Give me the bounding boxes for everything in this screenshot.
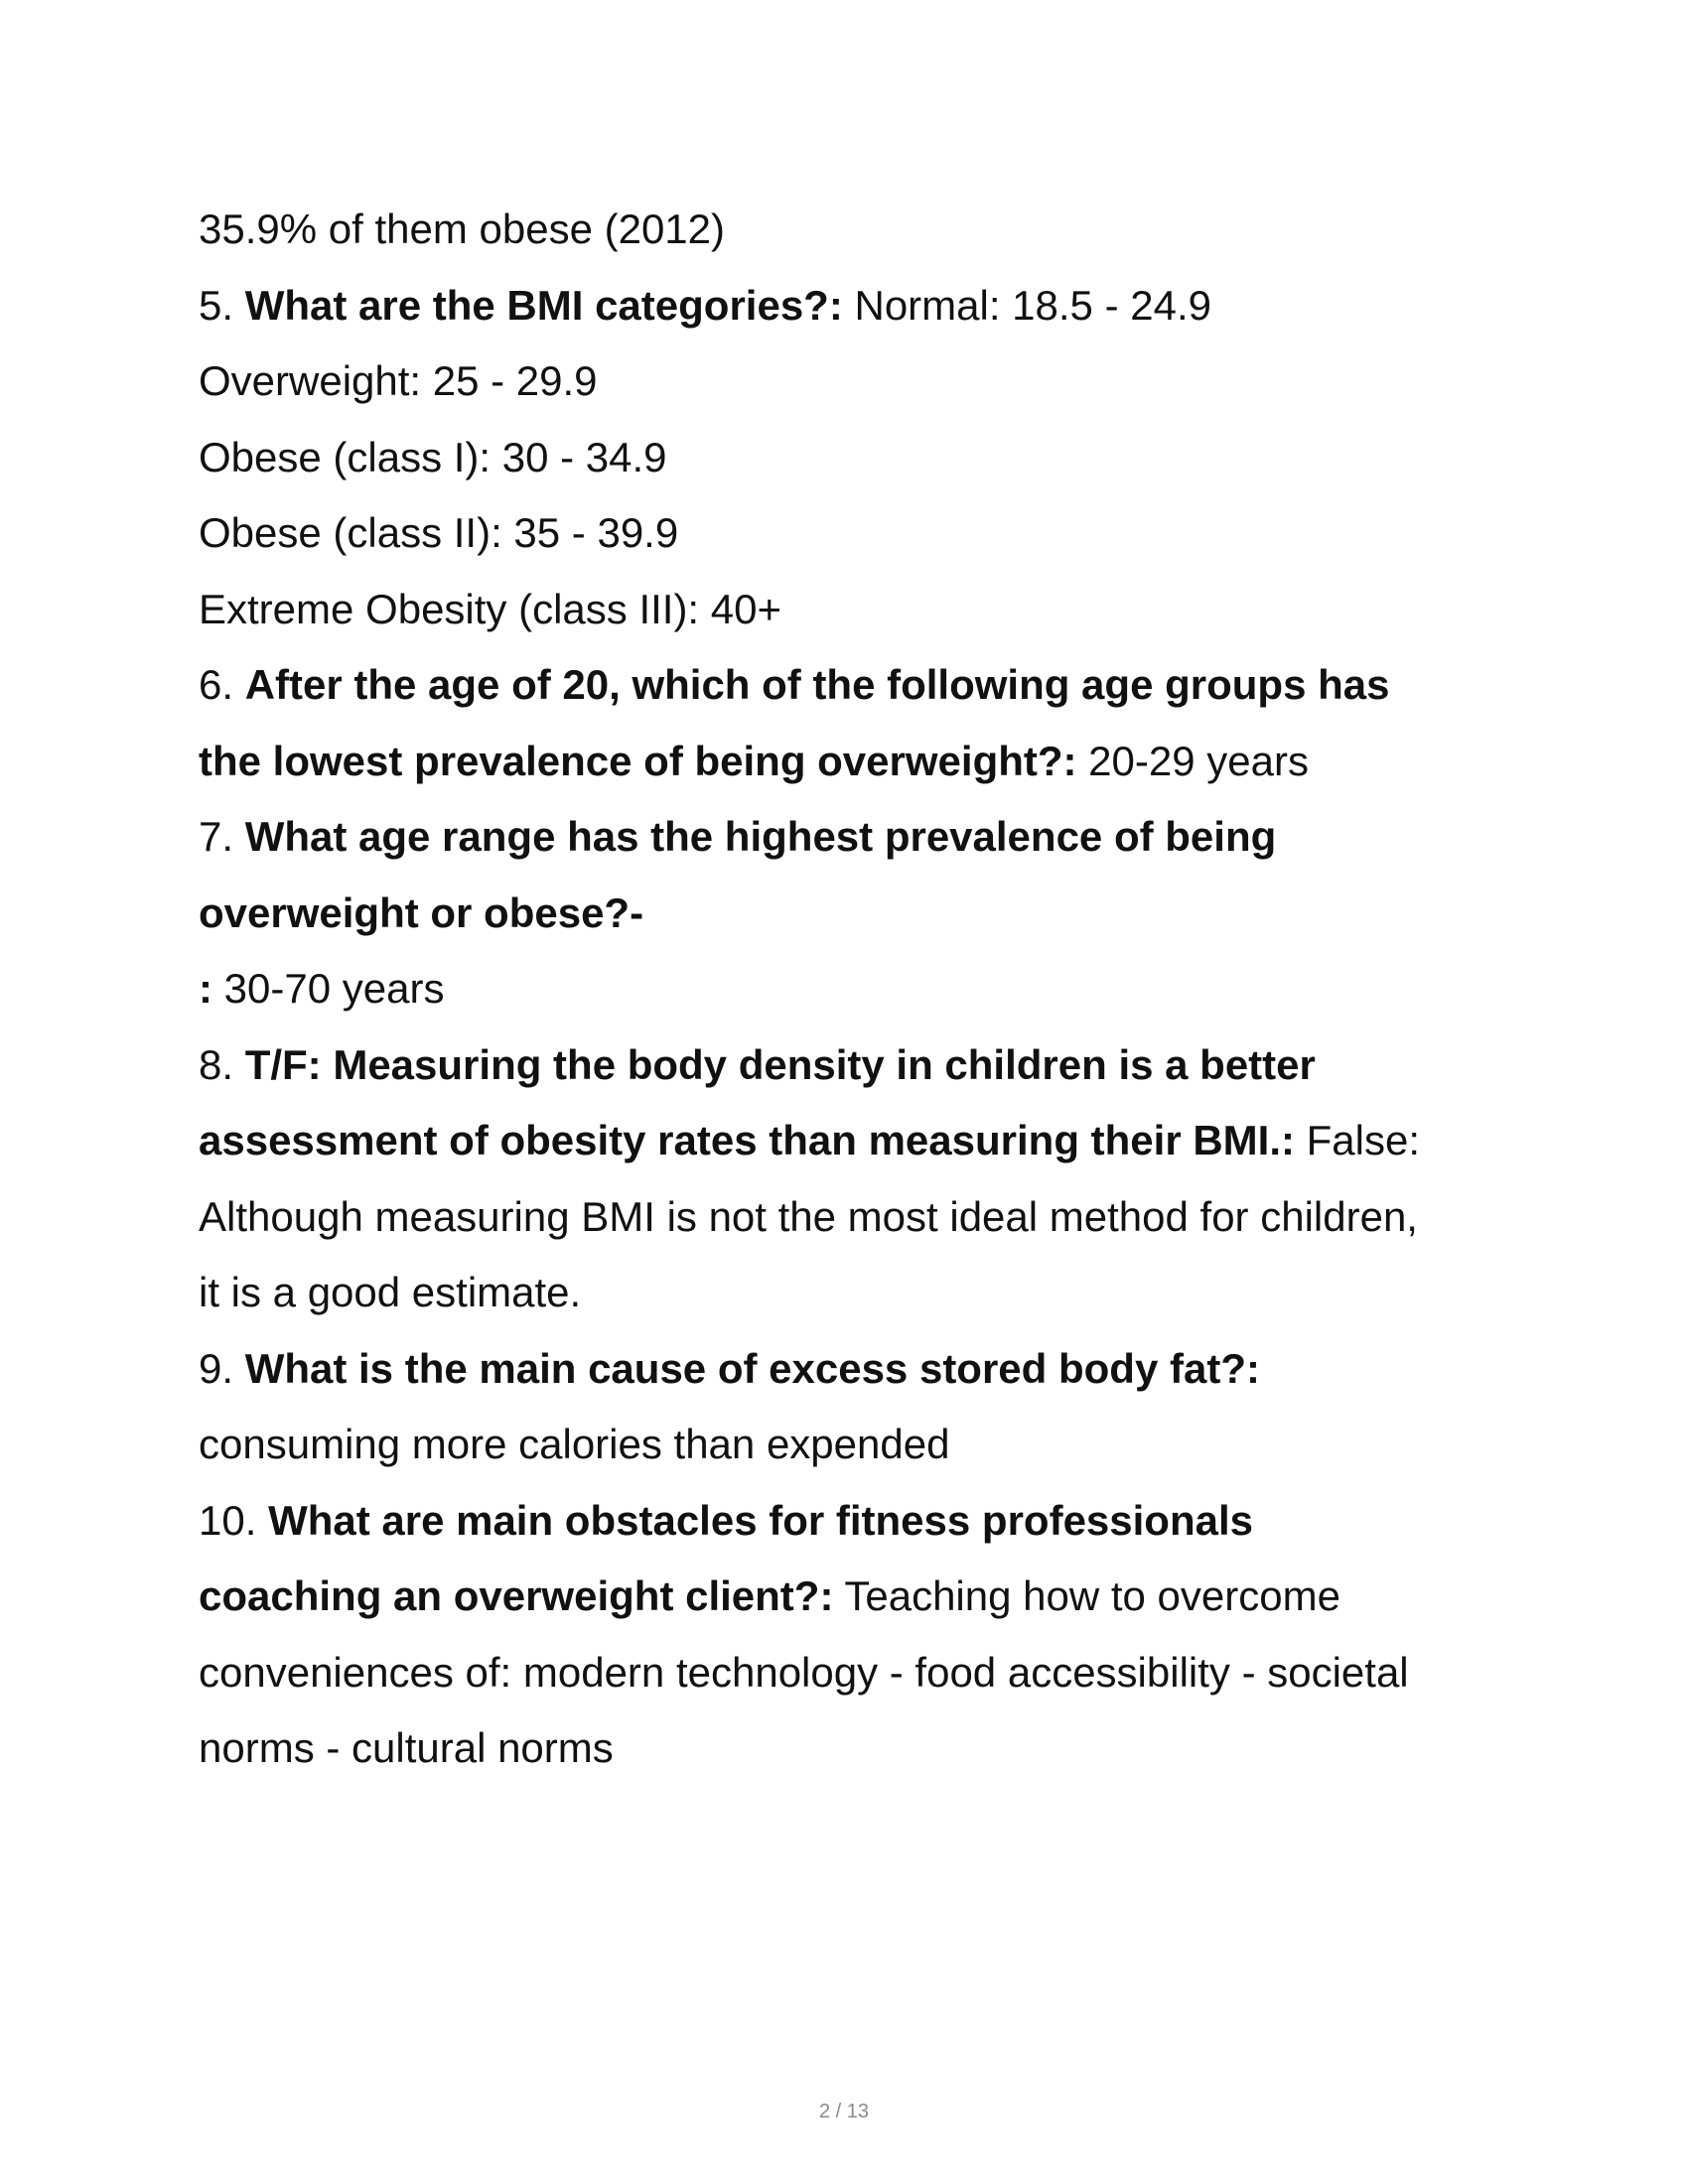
question-text: assessment of obesity rates than measuring their BMI.: bbox=[199, 1117, 1295, 1163]
question-6-continued bbox=[199, 724, 1519, 800]
question-text: What are the BMI categories?: bbox=[244, 281, 843, 329]
answer-line bbox=[199, 1635, 1519, 1711]
question-7 bbox=[199, 799, 1519, 876]
answer-text: Although measuring BMI is not the most ideal method for children, bbox=[199, 1192, 1418, 1240]
question-6 bbox=[199, 647, 1519, 724]
answer-text: 20-29 years bbox=[1076, 737, 1309, 784]
answer-text: 30-70 years bbox=[212, 965, 445, 1012]
answer-text: Normal: 18.5 - 24.9 bbox=[842, 281, 1211, 329]
answer-text: conveniences of: modern technology - food accessibility - societal bbox=[199, 1648, 1409, 1696]
question-8 bbox=[199, 1027, 1519, 1104]
answer-line bbox=[199, 495, 1519, 572]
answer-text: Teaching how to overcome bbox=[833, 1572, 1340, 1619]
answer-text: Extreme Obesity (class III): 40+ bbox=[199, 585, 782, 632]
answer-line bbox=[199, 1710, 1519, 1787]
question-text: overweight or obese?- bbox=[199, 888, 644, 936]
page-indicator: 2 / 13 bbox=[818, 2101, 870, 2122]
question-text: coaching an overweight client?: bbox=[199, 1572, 834, 1619]
question-10 bbox=[199, 1483, 1519, 1560]
answer-text: norms - cultural norms bbox=[199, 1724, 614, 1771]
answer-text: Obese (class II): 35 - 39.9 bbox=[199, 509, 679, 556]
answer-line bbox=[199, 572, 1519, 648]
question-10-continued bbox=[199, 1559, 1519, 1635]
question-9 bbox=[199, 1331, 1519, 1408]
question-text: the lowest prevalence of being overweight?: bbox=[199, 737, 1077, 784]
question-number: 6. bbox=[199, 661, 245, 708]
answer-line bbox=[199, 1179, 1519, 1256]
question-text: T/F: Measuring the body density in children is a better bbox=[244, 1040, 1316, 1088]
question-text: After the age of 20, which of the following age groups has bbox=[244, 661, 1390, 708]
answer-line bbox=[199, 343, 1519, 420]
answer-text: Obese (class I): 30 - 34.9 bbox=[199, 433, 667, 480]
answer-text: Overweight: 25 - 29.9 bbox=[199, 357, 598, 404]
question-number: 7. bbox=[199, 813, 245, 860]
question-number: 10. bbox=[199, 1496, 269, 1544]
document-body bbox=[199, 192, 1519, 1787]
question-number: 8. bbox=[199, 1040, 245, 1088]
question-number: 9. bbox=[199, 1344, 245, 1392]
text-line-obesity-stat bbox=[199, 192, 1519, 268]
question-text: What are main obstacles for fitness professionals bbox=[268, 1496, 1254, 1544]
answer-line bbox=[199, 420, 1519, 496]
question-number: 5. bbox=[199, 281, 245, 329]
answer-line bbox=[199, 1255, 1519, 1331]
line-text: 35.9% of them obese (2012) bbox=[199, 205, 726, 252]
answer-text: consuming more calories than expended bbox=[199, 1421, 950, 1467]
question-7-continued bbox=[199, 876, 1519, 952]
question-text: What age range has the highest prevalence of being bbox=[244, 813, 1277, 860]
answer-separator: : bbox=[199, 965, 212, 1012]
answer-line bbox=[199, 1407, 1519, 1483]
answer-text: False: bbox=[1294, 1117, 1421, 1163]
answer-text: it is a good estimate. bbox=[199, 1269, 582, 1315]
question-text: What is the main cause of excess stored body fat?: bbox=[244, 1344, 1260, 1392]
answer-line bbox=[199, 951, 1519, 1027]
question-8-continued bbox=[199, 1103, 1519, 1179]
question-5 bbox=[199, 268, 1519, 344]
